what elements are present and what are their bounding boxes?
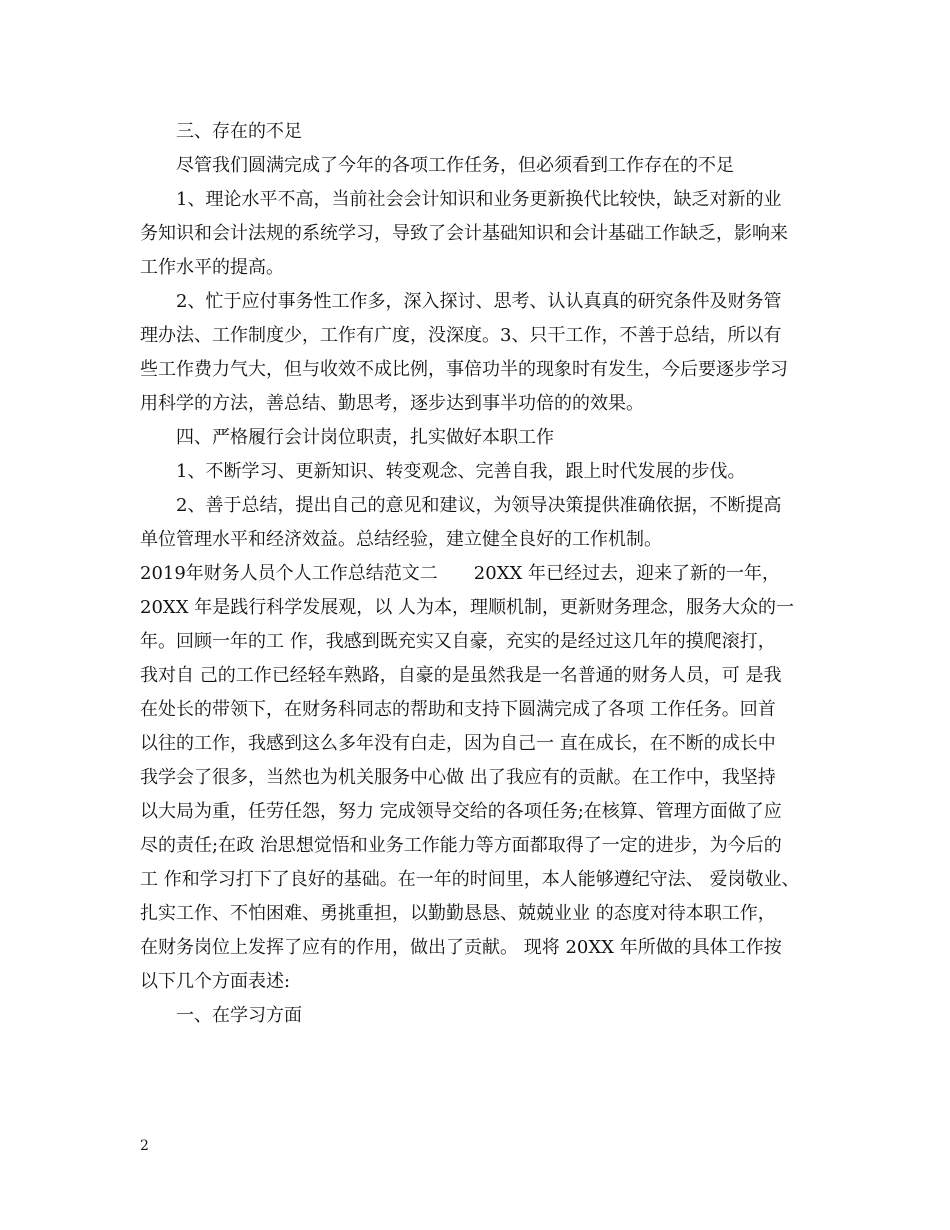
text-line: 工 作和学习打下了良好的基础。在一年的时间里，本人能够遵纪守法、 爱岗敬业、 (140, 869, 800, 890)
text-line: 2、善于总结，提出自己的意见和建议，为领导决策提供准确依据，不断提高 (176, 495, 782, 516)
text-line: 些工作费力气大，但与收效不成比例，事倍功半的现象时有发生，今后要逐步学习 (140, 359, 788, 380)
text-line: 以往的工作，我感到这么多年没有白走，因为自己一 直在成长，在不断的成长中 (140, 733, 776, 754)
text-line: 三、存在的不足 (176, 121, 302, 142)
text-line: 我学会了很多，当然也为机关服务中心做 出了我应有的贡献。在工作中，我坚持 (140, 767, 776, 788)
text-line: 理办法、工作制度少，工作有广度，没深度。3、只干工作，不善于总结，所以有 (140, 325, 782, 346)
text-line: 年。回顾一年的工 作，我感到既充实又自豪，充实的是经过这几年的摸爬滚打， (140, 631, 776, 652)
text-line: 2、忙于应付事务性工作多，深入探讨、思考、认认真真的研究条件及财务管 (176, 291, 782, 312)
page-number: 2 (140, 1138, 149, 1154)
text-line: 在财务岗位上发挥了应有的作用，做出了贡献。 现将 20XX 年所做的具体工作按 (140, 937, 782, 958)
text-line: 四、严格履行会计岗位职责，扎实做好本职工作 (176, 427, 554, 448)
text-line: 我对自 己的工作已经轻车熟路，自豪的是虽然我是一名普通的财务人员，可 是我 (140, 665, 782, 686)
text-line: 2019年财务人员个人工作总结范文二 20XX 年已经过去，迎来了新的一年， (140, 563, 781, 584)
text-line: 尽的责任;在政 治思想觉悟和业务工作能力等方面都取得了一定的进步，为今后的 (140, 835, 782, 856)
text-line: 工作水平的提高。 (140, 257, 284, 278)
text-line: 1、不断学习、更新知识、转变观念、完善自我，跟上时代发展的步伐。 (176, 461, 746, 482)
text-line: 用科学的方法，善总结、勤思考，逐步达到事半功倍的的效果。 (140, 393, 644, 414)
text-line: 尽管我们圆满完成了今年的各项工作任务，但必须看到工作存在的不足 (176, 155, 734, 176)
text-line: 以下几个方面表述: (140, 971, 291, 992)
text-line: 1、理论水平不高，当前社会会计知识和业务更新换代比较快，缺乏对新的业 (176, 189, 782, 210)
text-line: 扎实工作、不怕困难、勇挑重担，以勤勤恳恳、兢兢业业 的态度对待本职工作， (140, 903, 776, 924)
text-line: 20XX 年是践行科学发展观，以 人为本，理顺机制，更新财务理念，服务大众的一 (140, 597, 794, 618)
text-line: 一、在学习方面 (176, 1005, 302, 1026)
text-line: 务知识和会计法规的系统学习，导致了会计基础知识和会计基础工作缺乏，影响来 (140, 223, 788, 244)
text-line: 在处长的带领下，在财务科同志的帮助和支持下圆满完成了各项 工作任务。回首 (140, 699, 776, 720)
text-line: 以大局为重，任劳任怨，努力 完成领导交给的各项任务;在核算、管理方面做了应 (140, 801, 782, 822)
text-line: 单位管理水平和经济效益。总结经验，建立健全良好的工作机制。 (140, 529, 662, 550)
